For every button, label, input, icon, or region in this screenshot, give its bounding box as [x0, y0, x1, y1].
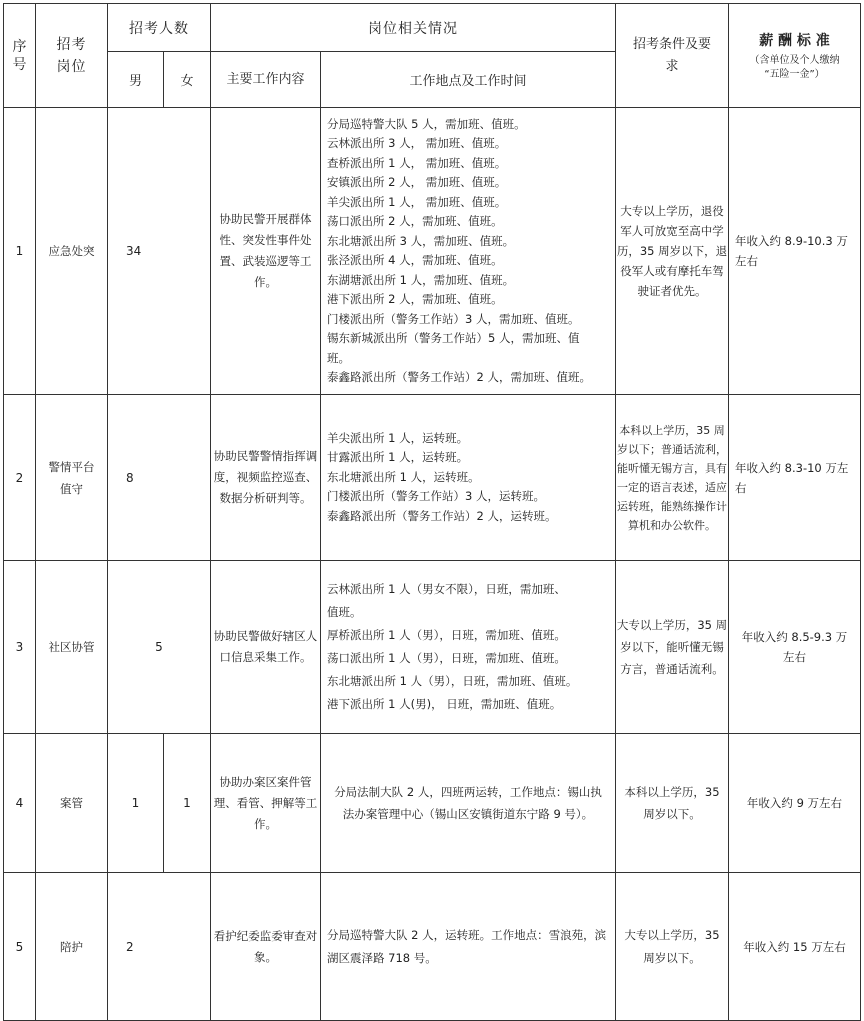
row-female: 1: [164, 734, 211, 873]
row-locations: 分局巡特警大队 5 人，需加班、值班。 云林派出所 3 人， 需加班、值班。 查桥派出所 1 人， 需加班、值班。 安镇派出所 2 人， 需加班、值班。 羊尖派出所 1 人， 需加班、值班。 荡口派出所 2 人，需加班、值班。 东北塘派出所 3 人，需加班、值班。 张泾派出所 4 人，需加班、值班。 东湖塘派出所 1 人，需加班、值班。 港下派出所 2 人，需加班、值班。 门楼派出所（警务工作站）3 人，需加班、值班。 锡东新城派出所（警务工作站）5 人，需加班、值 班。 泰鑫路派出所（警务工作站）2 人，需加班、值班。: [321, 108, 616, 395]
row-post: 警情平台值守: [36, 395, 108, 561]
row-locations: 云林派出所 1 人（男女不限），日班，需加班、 值班。 厚桥派出所 1 人（男），日班，需加班、值班。 荡口派出所 1 人（男），日班，需加班、值班。 东北塘派出所 1 人（男），日班，需加班、值班。 港下派出所 1 人(男)， 日班，需加班、值班。: [321, 561, 616, 734]
header-conditions: 招考条件及要求: [616, 4, 729, 108]
row-conditions: 大专以上学历，35 周岁以下。: [616, 873, 729, 1021]
row-count: 5: [108, 561, 211, 734]
table-row: [4, 395, 861, 561]
table-row: [4, 734, 861, 873]
row-count: 8: [108, 395, 211, 561]
table-row: [4, 561, 861, 734]
row-salary: 年收入约 8.9-10.3 万左右: [729, 108, 861, 395]
row-conditions: 大专以上学历，退役军人可放宽至高中学历，35 周岁以下，退役军人或有摩托车驾驶证者优先。: [616, 108, 729, 395]
row-duty: 协助民警警情指挥调度，视频监控巡查、数据分析研判等。: [211, 395, 321, 561]
row-salary: 年收入约 15 万左右: [729, 873, 861, 1021]
row-post: 陪护: [36, 873, 108, 1021]
header-seq: 序号: [4, 4, 36, 108]
row-salary: 年收入约 8.5-9.3 万左右: [729, 561, 861, 734]
row-duty: 协助民警做好辖区人口信息采集工作。: [211, 561, 321, 734]
row-locations: 羊尖派出所 1 人，运转班。 甘露派出所 1 人，运转班。 东北塘派出所 1 人，运转班。 门楼派出所（警务工作站）3 人，运转班。 泰鑫路派出所（警务工作站）2 人，运转班。: [321, 395, 616, 561]
table-row: [4, 108, 861, 395]
row-duty: 协助民警开展群体性、突发性事件处置、武装巡逻等工作。: [211, 108, 321, 395]
row-post: 应急处突: [36, 108, 108, 395]
header-female: 女: [164, 52, 211, 108]
salary-note: （含单位及个人缴纳 “五险一金”）: [749, 54, 840, 80]
row-salary: 年收入约 8.3-10 万左右: [729, 395, 861, 561]
row-seq: 2: [4, 395, 36, 561]
row-duty: 协助办案区案件管理、看管、押解等工作。: [211, 734, 321, 873]
row-seq: 3: [4, 561, 36, 734]
header-location: 工作地点及工作时间: [321, 52, 616, 108]
header-post: 招考岗位: [36, 4, 108, 108]
table-row: [4, 873, 861, 1021]
row-count: 34: [108, 108, 211, 395]
recruitment-table: [3, 3, 861, 1021]
header-salary: 薪 酬 标 准 （含单位及个人缴纳 “五险一金”）: [729, 4, 861, 108]
row-seq: 1: [4, 108, 36, 395]
row-locations: 分局法制大队 2 人，四班两运转，工作地点：锡山执法办案管理中心（锡山区安镇街道东宁路 9 号）。: [321, 734, 616, 873]
row-locations: 分局巡特警大队 2 人，运转班。工作地点：雪浪苑，滨湖区震泽路 718 号。: [321, 873, 616, 1021]
row-conditions: 本科以上学历，35 周岁以下；普通话流利，能听懂无锡方言，具有一定的语言表述，适应运转班，能熟练操作计算机和办公软件。: [616, 395, 729, 561]
row-seq: 4: [4, 734, 36, 873]
row-male: 1: [108, 734, 164, 873]
row-duty: 看护纪委监委审查对象。: [211, 873, 321, 1021]
row-post: 案管: [36, 734, 108, 873]
row-seq: 5: [4, 873, 36, 1021]
row-salary: 年收入约 9 万左右: [729, 734, 861, 873]
row-post: 社区协管: [36, 561, 108, 734]
row-conditions: 大专以上学历，35 周岁以下，能听懂无锡方言，普通话流利。: [616, 561, 729, 734]
header-count: 招考人数: [108, 4, 211, 52]
header-male: 男: [108, 52, 164, 108]
header-duty: 主要工作内容: [211, 52, 321, 108]
header-info: 岗位相关情况: [211, 4, 616, 52]
row-count: 2: [108, 873, 211, 1021]
row-conditions: 本科以上学历，35 周岁以下。: [616, 734, 729, 873]
